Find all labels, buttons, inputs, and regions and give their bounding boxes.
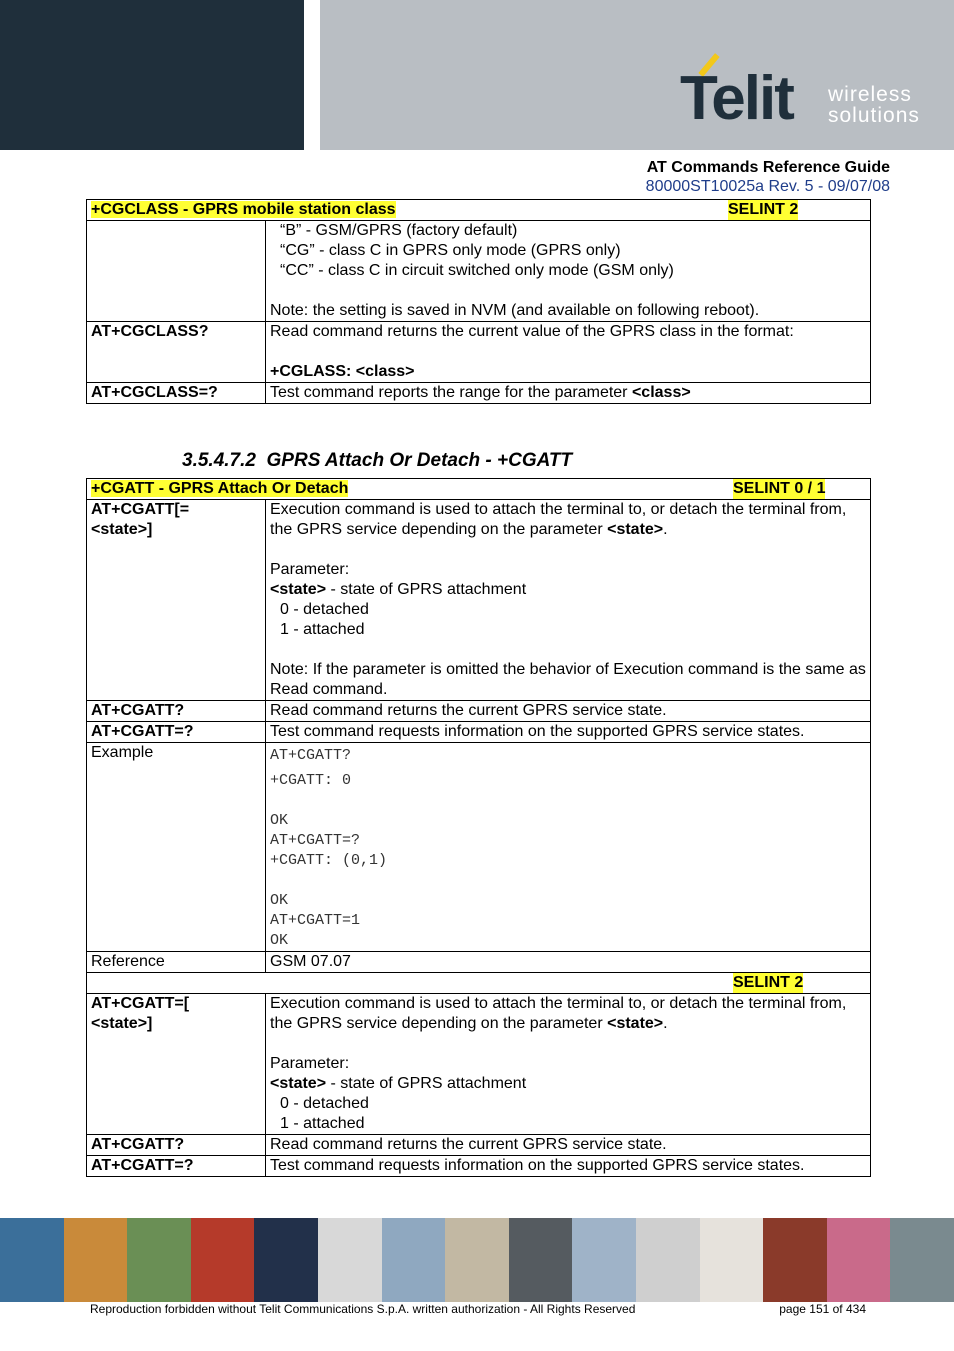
cgatt-table xyxy=(86,478,871,1177)
photo-tile xyxy=(890,1218,954,1302)
photo-tile xyxy=(318,1218,382,1302)
cgatt-example-code: AT+CGATT? +CGATT: 0 OK AT+CGATT=? +CGATT: (0,1) OK AT+CGATT=1 OK xyxy=(266,743,871,952)
cgatt-mode2-cell xyxy=(87,973,871,994)
cgclass-read-cmd: AT+CGCLASS? xyxy=(87,322,266,383)
cgclass-row1-text: “B” - GSM/GPRS (factory default) “CG” - class C in GPRS only mode (GPRS only) “CC” - class C in circuit switched only mode (GSM only) Note: the setting is saved in NVM (and available on following reboot). xyxy=(266,221,871,322)
cgclass-read-text: Read command returns the current value of the GPRS class in the format: +CGLASS: <class> xyxy=(266,322,871,383)
cgatt-test-text: Test command requests information on the supported GPRS service states. xyxy=(266,722,871,743)
cgatt-mode: SELINT 0 / 1 xyxy=(733,480,826,497)
telit-logo xyxy=(680,50,940,140)
photo-tile xyxy=(700,1218,764,1302)
cgclass-test-cmd: AT+CGCLASS=? xyxy=(87,383,266,404)
cgclass-row1-cmd xyxy=(87,221,266,322)
cgclass-title: +CGCLASS - GPRS mobile station class xyxy=(91,201,396,218)
cgatt-reference-label: Reference xyxy=(87,952,266,973)
cgatt-exec-cmd: AT+CGATT[= <state>] xyxy=(87,500,266,701)
cgatt-mode2: SELINT 2 xyxy=(733,974,804,991)
photo-tile xyxy=(445,1218,509,1302)
photo-tile xyxy=(191,1218,255,1302)
header-dark-panel xyxy=(0,0,304,150)
photo-tile xyxy=(382,1218,446,1302)
cgatt-title: +CGATT - GPRS Attach Or Detach xyxy=(91,480,349,497)
photo-tile xyxy=(64,1218,128,1302)
cgatt-test2-text: Test command requests information on the supported GPRS service states. xyxy=(266,1156,871,1177)
cgclass-mode: SELINT 2 xyxy=(728,201,799,218)
cgatt-exec2-text: Execution command is used to attach the terminal to, or detach the terminal from, the GPRS service depending on the parameter <state>. Parameter: <state> - state of GPRS attachment 0 - detached 1 - attached xyxy=(266,994,871,1135)
logo-sub-text: wireless solutions xyxy=(828,83,920,127)
cgatt-read2-text: Read command returns the current GPRS service state. xyxy=(266,1135,871,1156)
cgatt-example-label: Example xyxy=(87,743,266,952)
footer-photo-strip xyxy=(0,1218,954,1302)
cgatt-test-cmd: AT+CGATT=? xyxy=(87,722,266,743)
photo-tile xyxy=(572,1218,636,1302)
cgclass-test-text: Test command reports the range for the parameter <class> xyxy=(266,383,871,404)
photo-tile xyxy=(763,1218,827,1302)
logo-main-text: Telit xyxy=(680,64,793,133)
cgatt-exec2-cmd: AT+CGATT=[ <state>] xyxy=(87,994,266,1135)
cgclass-table xyxy=(86,199,871,404)
cgatt-exec-text: Execution command is used to attach the terminal to, or detach the terminal from, the GPRS service depending on the parameter <state>. Parameter: <state> - state of GPRS attachment 0 - detached 1 - attached Note: If the parameter is omitted the behavior of Execution command is the same as Read command. xyxy=(266,500,871,701)
photo-tile xyxy=(509,1218,573,1302)
photo-tile xyxy=(254,1218,318,1302)
photo-tile xyxy=(827,1218,891,1302)
cgatt-read-cmd: AT+CGATT? xyxy=(87,701,266,722)
cgatt-read-text: Read command returns the current GPRS service state. xyxy=(266,701,871,722)
guide-title: AT Commands Reference Guide xyxy=(646,159,890,176)
guide-revision: 80000ST10025a Rev. 5 - 09/07/08 xyxy=(645,178,890,195)
cgclass-title-cell xyxy=(87,200,871,221)
cgatt-reference-text: GSM 07.07 xyxy=(266,952,871,973)
page-footer xyxy=(90,1302,870,1316)
photo-tile xyxy=(0,1218,64,1302)
photo-tile xyxy=(127,1218,191,1302)
section-heading: 3.5.4.7.2 GPRS Attach Or Detach - +CGATT xyxy=(182,450,573,471)
cgatt-test2-cmd: AT+CGATT=? xyxy=(87,1156,266,1177)
cgatt-title-cell xyxy=(87,479,871,500)
cgatt-read2-cmd: AT+CGATT? xyxy=(87,1135,266,1156)
footer-page-number: page 151 of 434 xyxy=(779,1302,866,1316)
photo-tile xyxy=(636,1218,700,1302)
footer-copyright: Reproduction forbidden without Telit Communications S.p.A. written authorization - All Rights Reserved xyxy=(90,1302,636,1316)
